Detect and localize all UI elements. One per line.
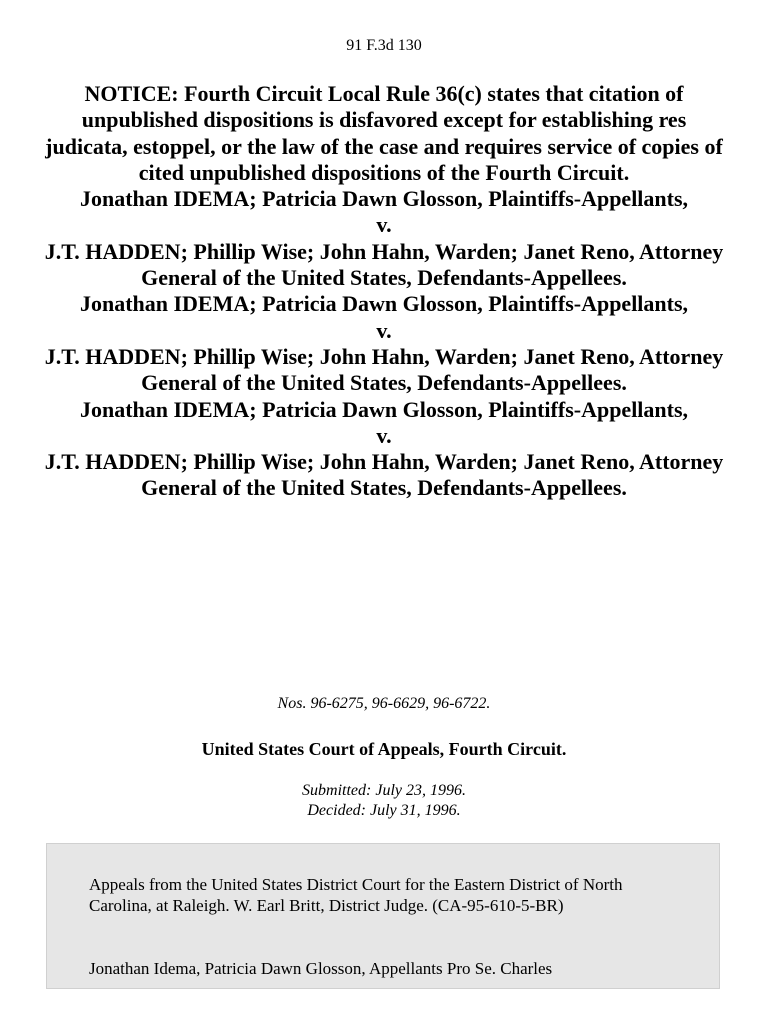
defendants-line: J.T. HADDEN; Phillip Wise; John Hahn, Warden; Janet Reno, Attorney General of the United States, Defendants-Appellees. (44, 238, 724, 291)
plaintiffs-line: Jonathan IDEMA; Patricia Dawn Glosson, Plaintiffs-Appellants, (79, 291, 689, 317)
notice-text: NOTICE: Fourth Circuit Local Rule 36(c) states that citation of unpublished dispositions is disfavored except for establishing res judicata, estoppel, or the law of the case and requires service of copies of cited unpublished dispositions of the Fourth Circuit. (45, 81, 723, 185)
opinion-body (46, 843, 720, 989)
decided-date: Decided: July 31, 1996. (307, 802, 461, 819)
defendants-line: J.T. HADDEN; Phillip Wise; John Hahn, Warden; Janet Reno, Attorney General of the United States, Defendants-Appellees. (44, 449, 724, 501)
court-name: United States Court of Appeals, Fourth Circuit. (201, 739, 567, 759)
versus-line: v. (376, 422, 392, 448)
plaintiffs-line: Jonathan IDEMA; Patricia Dawn Glosson, Plaintiffs-Appellants, (79, 396, 689, 422)
plaintiffs-line: Jonathan IDEMA; Patricia Dawn Glosson, Plaintiffs-Appellants, (79, 186, 689, 212)
citation: 91 F.3d 130 (346, 37, 422, 54)
counsel-paragraph: Jonathan Idema, Patricia Dawn Glosson, Appellants Pro Se. Charles (89, 959, 553, 978)
defendants-line: J.T. HADDEN; Phillip Wise; John Hahn, Warden; Janet Reno, Attorney General of the United States, Defendants-Appellees. (44, 343, 724, 396)
appeal-origin-paragraph: Appeals from the United States District Court for the Eastern District of North Carolina, at Raleigh. W. Earl Britt, District Judge. (CA-95-610-5-BR) (89, 875, 623, 915)
case-dates (0, 781, 768, 821)
case-heading (40, 81, 728, 502)
docket-numbers: Nos. 96-6275, 96-6629, 96-6722. (277, 695, 491, 712)
versus-line: v. (376, 317, 392, 343)
versus-line: v. (376, 212, 392, 238)
submitted-date: Submitted: July 23, 1996. (302, 782, 466, 799)
